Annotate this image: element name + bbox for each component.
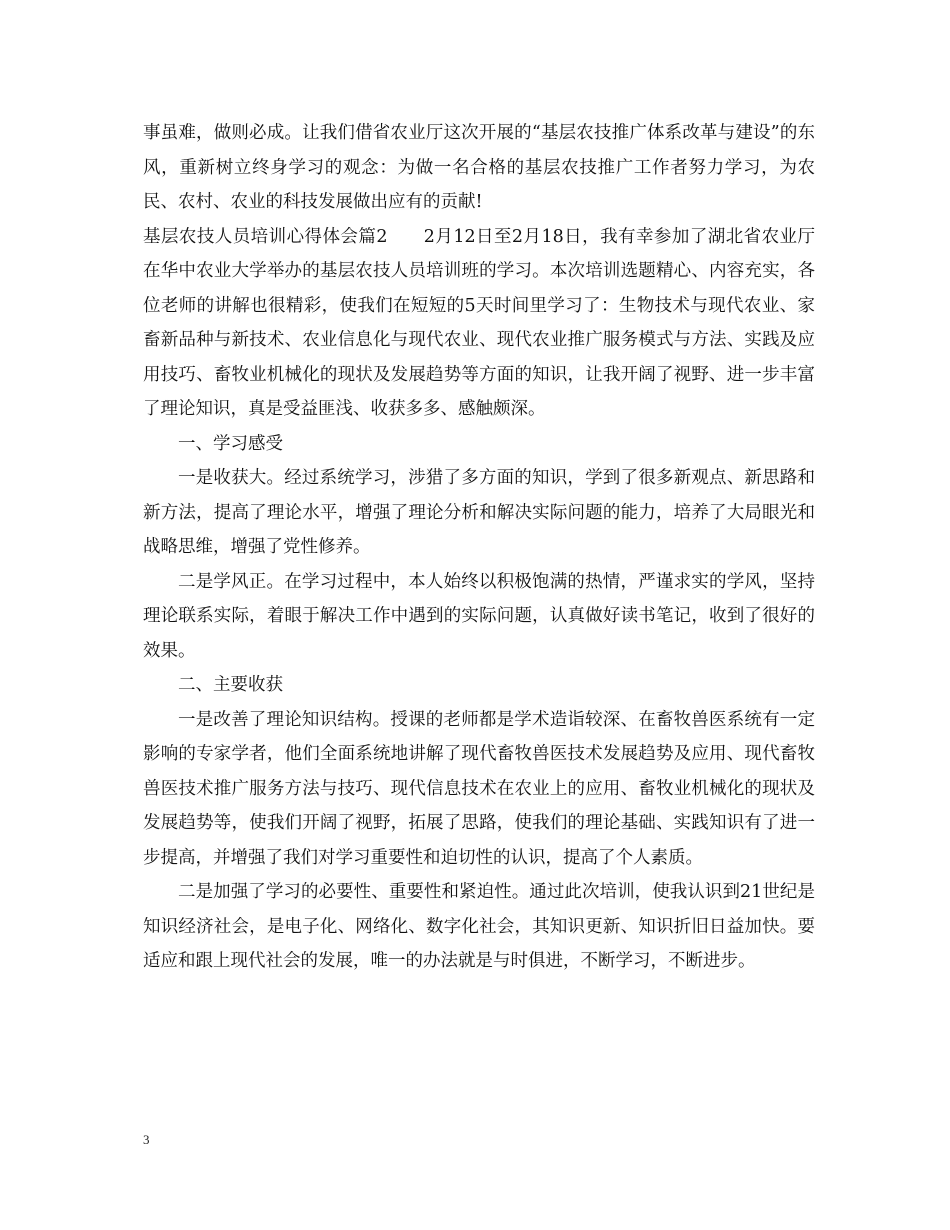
paragraph-conclusion: 事虽难，做则必成。让我们借省农业厅这次开展的“基层农技推广体系改革与建设”的东风，重新树立终身学习的观念：为做一名合格的基层农技推广工作者努力学习，为农民、农村、农业的科技发展做出应有的贡献!	[143, 123, 815, 212]
paragraph-knowledge-structure: 一是改善了理论知识结构。授课的老师都是学术造诣较深、在畜牧兽医系统有一定影响的专家学者，他们全面系统地讲解了现代畜牧兽医技术发展趋势及应用、现代畜牧兽医技术推广服务方法与技巧、现代信息技术在农业上的应用、畜牧业机械化的现状及发展趋势等，使我们开阔了视野，拓展了思路，使我们的理论基础、实践知识有了进一步提高，并增强了我们对学习重要性和迫切性的认识，提高了个人素质。	[143, 709, 815, 868]
document-body	[143, 116, 815, 979]
paragraph-learning-necessity: 二是加强了学习的必要性、重要性和紧迫性。通过此次培训，使我认识到21世纪是知识经济社会，是电子化、网络化、数字化社会，其知识更新、知识折旧日益加快。要适应和跟上现代社会的发展，唯一的办法就是与时俱进，不断学习，不断进步。	[143, 882, 815, 971]
paragraph-study-style: 二是学风正。在学习过程中，本人始终以积极饱满的热情，严谨求实的学风，坚持理论联系实际，着眼于解决工作中遇到的实际问题，认真做好读书笔记，收到了很好的效果。	[143, 571, 815, 661]
paragraph-article-intro: 基层农技人员培训心得体会篇2 2月12日至2月18日，我有幸参加了湖北省农业厅在华中农业大学举办的基层农技人员培训班的学习。本次培训选题精心、内容充实，各位老师的讲解也很精彩，使我们在短短的5天时间里学习了：生物技术与现代农业、家畜新品种与新技术、农业信息化与现代农业、现代农业推广服务模式与方法、实践及应用技巧、畜牧业机械化的现状及发展趋势等方面的知识，让我开阔了视野、进一步丰富了理论知识，真是受益匪浅、收获多多、感触颇深。	[143, 226, 815, 419]
section-heading-learning-feelings: 一、学习感受	[178, 433, 283, 454]
section-heading-main-gains: 二、主要收获	[178, 675, 283, 695]
paragraph-big-harvest: 一是收获大。经过系统学习，涉猎了多方面的知识，学到了很多新观点、新思路和新方法，提高了理论水平，增强了理论分析和解决实际问题的能力，培养了大局眼光和战略思维，增强了党性修养。	[143, 468, 815, 557]
page-number: 3	[143, 1132, 150, 1147]
